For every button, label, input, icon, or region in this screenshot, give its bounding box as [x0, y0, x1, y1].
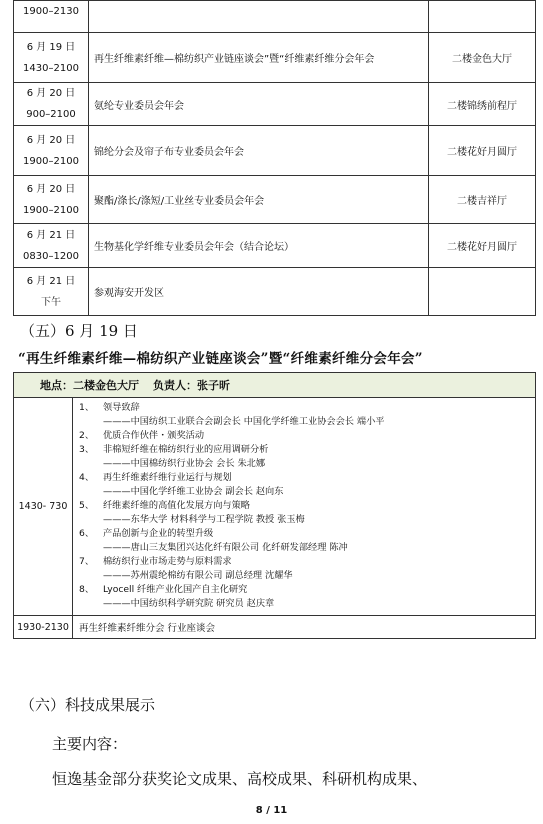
- agenda-item-number: 5、: [79, 500, 95, 511]
- agenda-item-text: 棉纺织行业市场走势与原料需求: [103, 556, 232, 567]
- schedule-title: 生物基化学纤维专业委员会年会（结合论坛）: [89, 224, 429, 268]
- agenda-item-text: Lyocell 纤维产业化国产自主化研究: [103, 584, 248, 595]
- agenda-item-text: 非棉短纤维在棉纺织行业的应用调研分析: [103, 444, 269, 455]
- agenda-item-speaker: ———东华大学 材料科学与工程学院 教授 张玉梅: [103, 514, 305, 525]
- main-content-text: 恒逸基金部分获奖论文成果、高校成果、科研机构成果、: [52, 770, 428, 788]
- session-table: [13, 372, 536, 639]
- schedule-place: 二楼吉祥厅: [429, 176, 536, 224]
- agenda-item-speaker: ———中国纺织工业联合会副会长 中国化学纤维工业协会会长 端小平: [103, 416, 385, 427]
- schedule-place: 二楼花好月圆厅: [429, 224, 536, 268]
- agenda-item-text: 产品创新与企业的转型升级: [103, 528, 214, 539]
- agenda-item-number: 2、: [79, 430, 95, 441]
- agenda-item-speaker: ———中国棉纺织行业协会 会长 朱北娜: [103, 458, 266, 469]
- agenda-item-number: 1、: [79, 402, 95, 413]
- agenda-item: [79, 429, 535, 443]
- schedule-time-line: 6 月 20 日: [26, 88, 76, 99]
- section5-heading: （五）6 月 19 日: [20, 322, 138, 340]
- schedule-place: [429, 1, 536, 33]
- schedule-time-line: 1900–2130: [23, 6, 79, 17]
- section6-heading: （六）科技成果展示: [20, 696, 156, 714]
- agenda-item-number: 7、: [79, 556, 95, 567]
- session-row: [14, 398, 536, 616]
- schedule-time: [14, 83, 89, 126]
- agenda-item-number: 3、: [79, 444, 95, 455]
- schedule-title: 锦纶分会及帘子布专业委员会年会: [89, 126, 429, 176]
- location-row: [14, 373, 536, 398]
- agenda-item-text: 再生纤维素纤维行业运行与规划: [103, 472, 232, 483]
- schedule-time: [14, 224, 89, 268]
- schedule-place: [429, 268, 536, 316]
- schedule-table: [13, 0, 536, 316]
- agenda-item-number: 4、: [79, 472, 95, 483]
- section5-title: “再生纤维素纤维—棉纺织产业链座谈会”暨“纤维素纤维分会年会”: [18, 351, 423, 367]
- agenda-item: [79, 583, 535, 597]
- schedule-time-line: 0830–1200: [23, 250, 79, 262]
- schedule-time-line: 6 月 20 日: [26, 183, 76, 195]
- schedule-time-line: 1430–2100: [23, 62, 79, 74]
- schedule-place: 二楼锦绣前程厅: [429, 83, 536, 126]
- schedule-title: 聚酯/涤长/涤短/工业丝专业委员会年会: [89, 176, 429, 224]
- schedule-row: [14, 126, 536, 176]
- agenda-item-text: 纤维素纤维的高值化发展方向与策略: [103, 500, 250, 511]
- schedule-time-line: 6 月 20 日: [26, 134, 76, 146]
- schedule-place: 二楼花好月圆厅: [429, 126, 536, 176]
- agenda-item-text: 优质合作伙伴・颁奖活动: [103, 430, 205, 441]
- schedule-time: [14, 33, 89, 83]
- main-content-label: 主要内容：: [52, 735, 128, 753]
- schedule-row: [14, 268, 536, 316]
- schedule-time-line: 1900–2100: [23, 155, 79, 167]
- schedule-time-line: 900–2100: [26, 109, 76, 120]
- agenda-item-speaker: ———唐山三友集团兴达化纤有限公司 化纤研发部经理 陈冲: [103, 542, 348, 553]
- schedule-time-line: 1900–2100: [23, 204, 79, 216]
- schedule-row: [14, 83, 536, 126]
- schedule-time: [14, 126, 89, 176]
- agenda-item-speaker: ———苏州震纶棉纺有限公司 副总经理 沈耀华: [103, 570, 293, 581]
- agenda-item-speaker: ———中国纺织科学研究院 研究员 赵庆章: [103, 598, 275, 609]
- schedule-time-line: 6 月 19 日: [26, 41, 76, 53]
- agenda-item-speaker: ———中国化学纤维工业协会 副会长 赵向东: [103, 486, 284, 497]
- agenda-item: [79, 555, 535, 569]
- schedule-time: [14, 176, 89, 224]
- schedule-place: 二楼金色大厅: [429, 33, 536, 83]
- agenda-item: [79, 499, 535, 513]
- agenda-item-text: 领导致辞: [103, 402, 140, 413]
- schedule-row: [14, 33, 536, 83]
- agenda-item: [79, 471, 535, 485]
- agenda-list: [73, 398, 536, 616]
- agenda-item-number: 8、: [79, 584, 95, 595]
- schedule-title: [89, 1, 429, 33]
- agenda-item: [79, 401, 535, 415]
- evening-text: 再生纤维素纤维分会 行业座谈会: [73, 616, 536, 639]
- schedule-title: 氨纶专业委员会年会: [89, 83, 429, 126]
- schedule-time-line: 6 月 21 日: [26, 229, 76, 241]
- schedule-time: [14, 268, 89, 316]
- schedule-row: [14, 176, 536, 224]
- location-label: 地点：二楼金色大厅: [40, 379, 139, 392]
- evening-row: [14, 616, 536, 639]
- schedule-time: [14, 1, 89, 33]
- schedule-time-line: 6 月 21 日: [26, 275, 76, 287]
- schedule-time-line: 下午: [41, 296, 61, 308]
- person-label: 负责人：张子昕: [153, 379, 230, 392]
- schedule-title: 再生纤维素纤维—棉纺织产业链座谈会”暨“纤维素纤维分会年会: [89, 33, 429, 83]
- schedule-row: [14, 1, 536, 33]
- session-time: 1430- 730: [14, 398, 73, 616]
- evening-time: 1930-2130: [14, 616, 73, 639]
- agenda-item: [79, 443, 535, 457]
- schedule-title: 参观海安开发区: [89, 268, 429, 316]
- page-number: 8 / 11: [255, 805, 288, 816]
- agenda-item-number: 6、: [79, 528, 95, 539]
- schedule-row: [14, 224, 536, 268]
- agenda-item: [79, 527, 535, 541]
